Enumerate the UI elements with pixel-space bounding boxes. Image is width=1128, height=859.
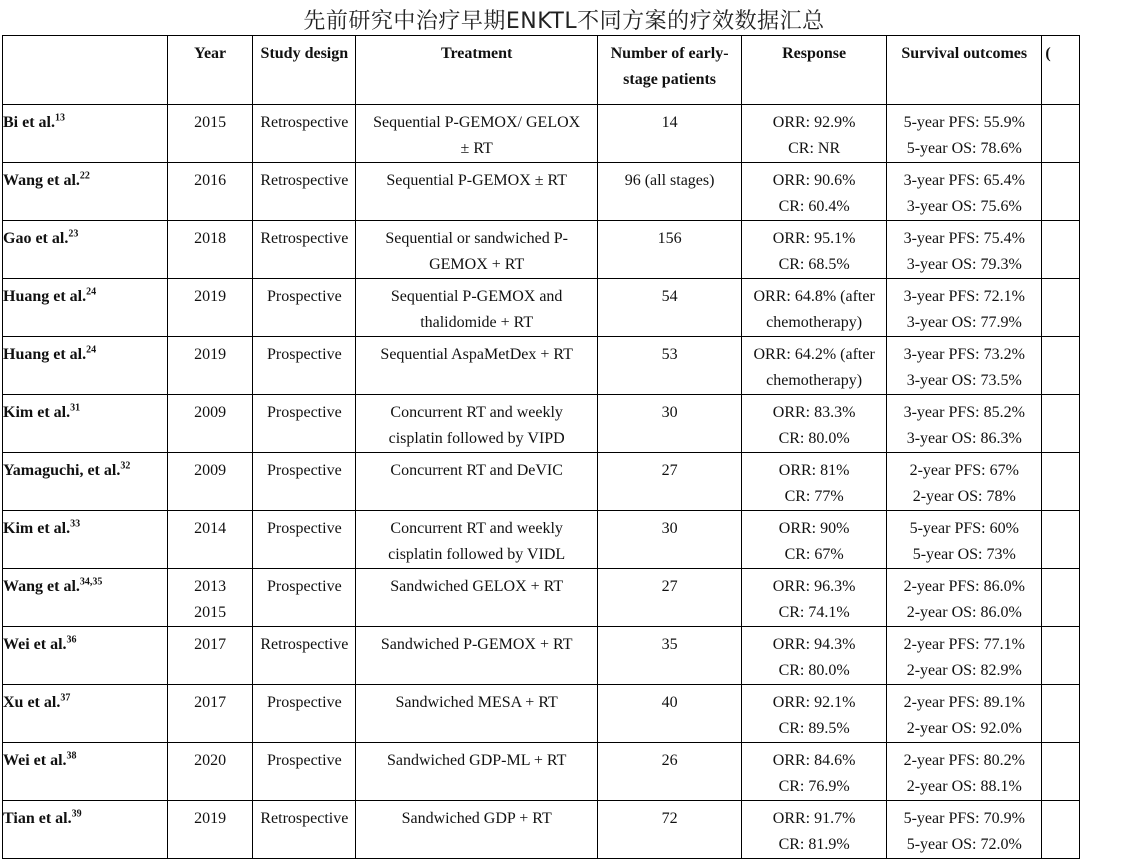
year-value: 2019 — [194, 288, 227, 305]
year-cell — [167, 163, 253, 221]
response-cell — [742, 569, 887, 627]
year-value: 2009 — [194, 404, 227, 421]
study-cell — [3, 395, 168, 453]
design-cell: Prospective — [253, 279, 356, 337]
truncated-cell — [1042, 801, 1080, 859]
survival-cell — [887, 279, 1042, 337]
survival-value: 2-year PFS: 67% — [909, 462, 1019, 479]
reference-number: 38 — [66, 750, 77, 762]
patients-cell: 26 — [598, 743, 742, 801]
study-name: Bi et al. — [3, 114, 55, 131]
response-value: CR: NR — [788, 140, 841, 157]
response-cell — [742, 627, 887, 685]
year-value: 2019 — [194, 810, 227, 827]
header-study — [3, 36, 168, 105]
response-value: chemotherapy) — [766, 314, 863, 331]
treatment-text: Sandwiched GELOX + RT — [390, 578, 564, 595]
reference-number: 24 — [86, 344, 97, 356]
patients-cell: 156 — [598, 221, 742, 279]
year-cell — [167, 511, 253, 569]
survival-value: 5-year PFS: 70.9% — [903, 810, 1025, 827]
treatment-cell — [356, 743, 598, 801]
design-cell: Retrospective — [253, 163, 356, 221]
design-cell: Retrospective — [253, 801, 356, 859]
survival-value: 3-year OS: 79.3% — [906, 256, 1022, 273]
study-name: Wei et al. — [3, 752, 67, 769]
header-study-design: Study design — [253, 36, 356, 105]
truncated-cell — [1042, 627, 1080, 685]
header-treatment: Treatment — [356, 36, 598, 105]
survival-cell — [887, 163, 1042, 221]
treatment-cell — [356, 163, 598, 221]
year-value: 2018 — [194, 230, 227, 247]
treatment-text: Sequential or sandwiched P-GEMOX + RT — [385, 230, 568, 273]
truncated-cell — [1042, 337, 1080, 395]
survival-value: 2-year PFS: 80.2% — [903, 752, 1025, 769]
response-cell — [742, 105, 887, 163]
year-value: 2015 — [194, 114, 227, 131]
survival-cell — [887, 453, 1042, 511]
reference-number: 33 — [70, 518, 81, 530]
table-row — [3, 395, 1080, 453]
response-value: CR: 81.9% — [778, 836, 850, 853]
study-cell — [3, 105, 168, 163]
treatment-text: Sequential P-GEMOX ± RT — [386, 172, 568, 189]
table-row — [3, 279, 1080, 337]
response-value: CR: 89.5% — [778, 720, 850, 737]
truncated-cell — [1042, 395, 1080, 453]
table-row — [3, 685, 1080, 743]
study-cell — [3, 337, 168, 395]
treatment-cell — [356, 453, 598, 511]
patients-cell: 40 — [598, 685, 742, 743]
table-row — [3, 163, 1080, 221]
survival-cell — [887, 105, 1042, 163]
response-value: ORR: 92.1% — [772, 694, 856, 711]
response-cell — [742, 511, 887, 569]
survival-value: 5-year OS: 73% — [912, 546, 1016, 563]
treatment-cell — [356, 569, 598, 627]
response-cell — [742, 453, 887, 511]
reference-number: 39 — [71, 808, 82, 820]
table-row — [3, 453, 1080, 511]
header-year: Year — [167, 36, 253, 105]
response-cell — [742, 279, 887, 337]
study-cell — [3, 453, 168, 511]
response-value: ORR: 90% — [778, 520, 850, 537]
study-cell — [3, 163, 168, 221]
study-name: Xu et al. — [3, 694, 61, 711]
response-value: ORR: 94.3% — [772, 636, 856, 653]
study-cell — [3, 743, 168, 801]
table-header-row — [3, 36, 1080, 105]
response-value: ORR: 64.2% (after — [753, 346, 875, 363]
study-name: Kim et al. — [3, 520, 71, 537]
patients-cell: 35 — [598, 627, 742, 685]
response-value: ORR: 83.3% — [772, 404, 856, 421]
patients-cell: 27 — [598, 569, 742, 627]
study-name: Wang et al. — [3, 578, 80, 595]
response-value: ORR: 81% — [778, 462, 850, 479]
patients-cell: 30 — [598, 395, 742, 453]
patients-cell: 54 — [598, 279, 742, 337]
treatment-cell — [356, 221, 598, 279]
survival-value: 2-year OS: 92.0% — [906, 720, 1022, 737]
header-response: Response — [742, 36, 887, 105]
truncated-cell — [1042, 685, 1080, 743]
survival-value: 2-year PFS: 86.0% — [903, 578, 1025, 595]
reference-number: 34,35 — [79, 576, 103, 588]
reference-number: 32 — [120, 460, 131, 472]
response-value: ORR: 92.9% — [772, 114, 856, 131]
design-cell: Retrospective — [253, 105, 356, 163]
year-value: 2009 — [194, 462, 227, 479]
treatment-cell — [356, 279, 598, 337]
survival-value: 5-year PFS: 60% — [909, 520, 1019, 537]
header-patients-label: Number of early-stage patients — [610, 45, 729, 88]
survival-cell — [887, 511, 1042, 569]
year-value: 2020 — [194, 752, 227, 769]
treatment-text: Sandwiched GDP + RT — [401, 810, 552, 827]
survival-value: 2-year OS: 78% — [912, 488, 1016, 505]
design-cell: Prospective — [253, 337, 356, 395]
table-row — [3, 743, 1080, 801]
design-cell: Prospective — [253, 511, 356, 569]
survival-cell — [887, 395, 1042, 453]
response-value: CR: 80.0% — [778, 430, 850, 447]
design-cell: Retrospective — [253, 627, 356, 685]
design-cell: Prospective — [253, 395, 356, 453]
treatment-cell — [356, 511, 598, 569]
treatment-text: Sequential AspaMetDex + RT — [380, 346, 573, 363]
truncated-cell — [1042, 105, 1080, 163]
survival-value: 3-year OS: 73.5% — [906, 372, 1022, 389]
survival-value: 3-year PFS: 73.2% — [903, 346, 1025, 363]
year-cell — [167, 395, 253, 453]
survival-value: 2-year PFS: 77.1% — [903, 636, 1025, 653]
table-row — [3, 627, 1080, 685]
design-cell: Retrospective — [253, 221, 356, 279]
response-value: ORR: 96.3% — [772, 578, 856, 595]
treatment-cell — [356, 105, 598, 163]
table-row — [3, 221, 1080, 279]
survival-value: 5-year OS: 72.0% — [906, 836, 1022, 853]
year-value: 2013 — [194, 578, 227, 595]
results-table — [2, 35, 1080, 859]
study-cell — [3, 627, 168, 685]
survival-value: 3-year OS: 77.9% — [906, 314, 1022, 331]
table-row — [3, 337, 1080, 395]
survival-cell — [887, 569, 1042, 627]
truncated-cell — [1042, 743, 1080, 801]
survival-value: 3-year OS: 86.3% — [906, 430, 1022, 447]
study-name: Gao et al. — [3, 230, 69, 247]
reference-number: 37 — [60, 692, 71, 704]
survival-cell — [887, 743, 1042, 801]
year-cell — [167, 221, 253, 279]
study-cell — [3, 801, 168, 859]
year-cell — [167, 743, 253, 801]
response-value: CR: 68.5% — [778, 256, 850, 273]
response-value: CR: 76.9% — [778, 778, 850, 795]
year-cell — [167, 337, 253, 395]
treatment-text: Concurrent RT and DeVIC — [390, 462, 563, 479]
reference-number: 24 — [86, 286, 97, 298]
study-cell — [3, 511, 168, 569]
treatment-text: Concurrent RT and weekly cisplatin followed by VIDL — [388, 520, 566, 563]
year-cell — [167, 453, 253, 511]
patients-cell: 30 — [598, 511, 742, 569]
study-cell — [3, 569, 168, 627]
response-value: CR: 60.4% — [778, 198, 850, 215]
year-cell — [167, 685, 253, 743]
truncated-cell — [1042, 511, 1080, 569]
survival-cell — [887, 337, 1042, 395]
reference-number: 13 — [55, 112, 65, 124]
truncated-cell — [1042, 221, 1080, 279]
survival-value: 2-year OS: 82.9% — [906, 662, 1022, 679]
treatment-text: Sequential P-GEMOX/ GELOX ± RT — [373, 114, 581, 157]
year-value: 2016 — [194, 172, 227, 189]
treatment-cell — [356, 801, 598, 859]
survival-value: 3-year PFS: 75.4% — [903, 230, 1025, 247]
response-value: ORR: 84.6% — [772, 752, 856, 769]
treatment-text: Sandwiched GDP-ML + RT — [386, 752, 567, 769]
treatment-text: Concurrent RT and weekly cisplatin followed by VIPD — [388, 404, 565, 447]
survival-value: 5-year PFS: 55.9% — [903, 114, 1025, 131]
study-name: Yamaguchi, et al. — [3, 462, 121, 479]
patients-cell: 53 — [598, 337, 742, 395]
header-survival: Survival outcomes — [887, 36, 1042, 105]
year-cell — [167, 279, 253, 337]
response-value: ORR: 95.1% — [772, 230, 856, 247]
treatment-cell — [356, 685, 598, 743]
response-cell — [742, 163, 887, 221]
study-name: Wang et al. — [3, 172, 80, 189]
response-value: chemotherapy) — [766, 372, 863, 389]
response-cell — [742, 743, 887, 801]
response-value: CR: 67% — [784, 546, 844, 563]
response-value: ORR: 91.7% — [772, 810, 856, 827]
response-value: ORR: 90.6% — [772, 172, 856, 189]
patients-cell: 27 — [598, 453, 742, 511]
response-cell — [742, 801, 887, 859]
survival-value: 3-year PFS: 65.4% — [903, 172, 1025, 189]
treatment-cell — [356, 627, 598, 685]
survival-cell — [887, 221, 1042, 279]
survival-value: 3-year PFS: 72.1% — [903, 288, 1025, 305]
response-cell — [742, 685, 887, 743]
survival-cell — [887, 801, 1042, 859]
design-cell: Prospective — [253, 453, 356, 511]
truncated-cell — [1042, 279, 1080, 337]
survival-value: 2-year PFS: 89.1% — [903, 694, 1025, 711]
survival-value: 2-year OS: 86.0% — [906, 604, 1022, 621]
year-value: 2019 — [194, 346, 227, 363]
treatment-text: Sandwiched P-GEMOX + RT — [380, 636, 573, 653]
truncated-cell — [1042, 163, 1080, 221]
response-value: CR: 77% — [784, 488, 844, 505]
design-cell: Prospective — [253, 743, 356, 801]
patients-cell: 72 — [598, 801, 742, 859]
table-row — [3, 569, 1080, 627]
header-truncated: ( — [1042, 36, 1080, 105]
treatment-cell — [356, 395, 598, 453]
reference-number: 31 — [70, 402, 81, 414]
response-value: ORR: 64.8% (after — [753, 288, 875, 305]
study-name: Huang et al. — [3, 288, 87, 305]
response-cell — [742, 337, 887, 395]
year-cell — [167, 801, 253, 859]
header-patients — [598, 36, 742, 105]
design-cell: Prospective — [253, 569, 356, 627]
table-row — [3, 105, 1080, 163]
survival-value: 5-year OS: 78.6% — [906, 140, 1022, 157]
response-value: CR: 74.1% — [778, 604, 850, 621]
response-cell — [742, 221, 887, 279]
truncated-cell — [1042, 453, 1080, 511]
study-cell — [3, 279, 168, 337]
study-name: Wei et al. — [3, 636, 67, 653]
survival-value: 3-year OS: 75.6% — [906, 198, 1022, 215]
treatment-cell — [356, 337, 598, 395]
survival-cell — [887, 685, 1042, 743]
survival-value: 3-year PFS: 85.2% — [903, 404, 1025, 421]
reference-number: 36 — [66, 634, 77, 646]
design-cell: Prospective — [253, 685, 356, 743]
study-name: Tian et al. — [3, 810, 72, 827]
study-cell — [3, 221, 168, 279]
table-row — [3, 801, 1080, 859]
document-title: 先前研究中治疗早期ENKTL不同方案的疗效数据汇总 — [303, 9, 825, 34]
treatment-text: Sequential P-GEMOX and thalidomide + RT — [390, 288, 563, 331]
survival-cell — [887, 627, 1042, 685]
year-value: 2015 — [194, 604, 227, 621]
patients-cell: 14 — [598, 105, 742, 163]
truncated-cell — [1042, 569, 1080, 627]
response-value: CR: 80.0% — [778, 662, 850, 679]
year-cell — [167, 627, 253, 685]
table-row — [3, 511, 1080, 569]
year-cell — [167, 105, 253, 163]
year-value: 2014 — [194, 520, 227, 537]
patients-cell: 96 (all stages) — [598, 163, 742, 221]
year-value: 2017 — [194, 636, 227, 653]
reference-number: 23 — [68, 228, 79, 240]
study-cell — [3, 685, 168, 743]
reference-number: 22 — [79, 170, 90, 182]
survival-value: 2-year OS: 88.1% — [906, 778, 1022, 795]
study-name: Kim et al. — [3, 404, 71, 421]
year-cell — [167, 569, 253, 627]
treatment-text: Sandwiched MESA + RT — [395, 694, 558, 711]
year-value: 2017 — [194, 694, 227, 711]
response-cell — [742, 395, 887, 453]
study-name: Huang et al. — [3, 346, 87, 363]
